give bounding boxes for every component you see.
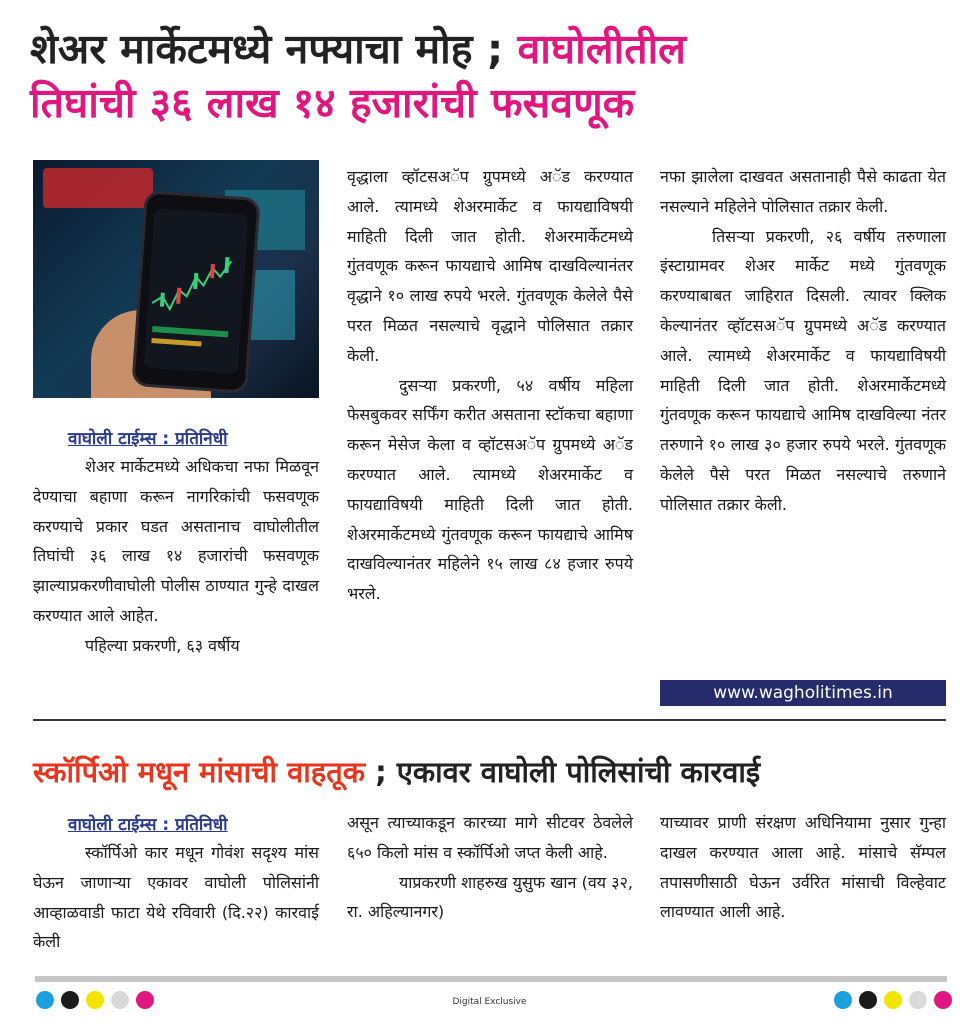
article2-byline: वाघोली टाईम्स : प्रतिनिधी bbox=[68, 815, 228, 835]
article2-column2 bbox=[347, 808, 633, 927]
article2-column3 bbox=[660, 808, 946, 927]
paragraph: शेअर मार्केटमध्ये अधिकचा नफा मिळवून देण्याचा बहाणा करून नागरिकांची फसवणूक करण्याचे प्रकार घडत असतानाच वाघोलीतील तिघांची ३६ लाख १४ हजारांची फसवणूक झाल्याप्रकरणीवाघोली पोलीस ठाण्यात गुन्हे दाखल करण्यात आले आहेत. bbox=[33, 457, 319, 625]
article2-headline bbox=[33, 752, 953, 792]
magenta-dot-icon bbox=[934, 991, 952, 1009]
article1-byline: वाघोली टाईम्स : प्रतिनिधी bbox=[68, 429, 228, 449]
color-registration-dots-right bbox=[834, 991, 952, 1009]
article1-headline bbox=[30, 22, 960, 130]
paragraph: स्कॉर्पिओ कार मधून गोवंश सदृश्य मांस घेऊन जाणाऱ्या एकावर वाघोली पोलिसांनी आव्हाळवाडी फाटा येथे रविवारी (दि.२२) कारवाई केली bbox=[33, 843, 319, 952]
stock-market-phone-photo bbox=[33, 160, 319, 398]
paragraph: नफा झालेला दाखवत असतानाही पैसे काढता येत नसल्याने महिलेने पोलिसात तक्रार केली. bbox=[660, 167, 946, 216]
grey-dot-icon bbox=[909, 991, 927, 1009]
footer-label: Digital Exclusive bbox=[452, 997, 527, 1007]
paragraph: पहिल्या प्रकरणी, ६३ वर्षीय bbox=[85, 635, 240, 655]
article1-column2 bbox=[347, 162, 633, 609]
footer-bar bbox=[35, 976, 947, 982]
paragraph: असून त्याच्याकडून कारच्या मागे सीटवर ठेवलेले ६५० किलो मांस व स्कॉर्पिओ जप्त केली आहे. bbox=[347, 813, 633, 862]
headline-line2: तिघांची ३६ लाख १४ हजारांची फसवणूक bbox=[30, 79, 635, 127]
paragraph: वृद्धाला व्हॉटसअॅप ग्रुपमध्ये अॅड करण्यात आले. त्यामध्ये शेअरमार्केट व फायद्याविषयी माहिती दिली जात होती. शेअरमार्केटमध्ये गुंतवणूक करून फायद्याचे आमिष दाखविल्यानंतर वृद्धाने १० लाख रुपये भरले. गुंतवणूक केलेले पैसे परत मिळत नसल्याचे वृद्धाने पोलिसात तक्रार केली. bbox=[347, 167, 633, 365]
headline-red-text: स्कॉर्पिओ मधून मांसाची वाहतूक bbox=[33, 755, 366, 789]
article1-column1 bbox=[33, 452, 319, 661]
candlestick-chart-icon bbox=[144, 208, 242, 364]
article2-column1 bbox=[33, 838, 319, 957]
article1-column3 bbox=[660, 162, 946, 520]
headline-line1 bbox=[30, 22, 960, 76]
yellow-dot-icon bbox=[884, 991, 902, 1009]
paragraph: दुसऱ्या प्रकरणी, ५४ वर्षीय महिला फेसबुकवर सर्फिंग करीत असताना स्टॉकचा बहाणा करून मेसेज केला व व्हॉटसअॅप ग्रुपमध्ये अॅड करण्यात आले. त्यामध्ये शेअरमार्केट व फायद्याविषयी माहिती दिली जात होती. शेअरमार्केटमध्ये गुंतवणूक करून फायद्याचे आमिष दाखविल्यानंतर महिलेने १५ लाख ८४ हजार रुपये भरले. bbox=[347, 375, 633, 604]
cyan-dot-icon bbox=[834, 991, 852, 1009]
section-divider bbox=[33, 719, 946, 721]
smartphone-icon bbox=[131, 190, 260, 394]
paragraph: याप्रकरणी शाहरुख युसुफ खान (वय ३२, रा. अहिल्यानगर) bbox=[347, 872, 633, 922]
headline-pink-text: वाघोलीतील bbox=[517, 25, 686, 73]
website-url-banner[interactable]: www.wagholitimes.in bbox=[660, 680, 946, 706]
paragraph: तिसऱ्या प्रकरणी, २६ वर्षीय तरुणाला इंस्टाग्रामवर शेअर मार्केट मध्ये गुंतवणूक करण्याबाबत जाहिरात दिसली. त्यावर क्लिक केल्यानंतर व्हॉटसअॅप ग्रुपमध्ये अॅड करण्यात आले. त्यामध्ये शेअरमार्केट व फायद्याविषयी माहिती दिली जात होती. शेअरमार्केटमध्ये गुंतवणूक करून फायद्याचे आमिष दाखविल्या नंतर तरुणाने १० लाख ३० हजार रुपये भरले. गुंतवणूक केलेले पैसे परत मिळत नसल्याचे तरुणाने पोलिसात तक्रार केली. bbox=[660, 226, 946, 514]
black-dot-icon bbox=[859, 991, 877, 1009]
paragraph: याच्यावर प्राणी संरक्षण अधिनियामा नुसार गुन्हा दाखल करण्यात आला आहे. मांसाचे सॅम्पल तपासणीसाठी घेऊन उर्वरित मांसाची विल्हेवाट लावण्यात आली आहे. bbox=[660, 813, 946, 922]
headline-dark-text: ; एकावर वाघोली पोलिसांची कारवाई bbox=[365, 755, 761, 789]
headline-dark-text: शेअर मार्केटमध्ये नफ्याचा मोह ; bbox=[30, 25, 518, 73]
